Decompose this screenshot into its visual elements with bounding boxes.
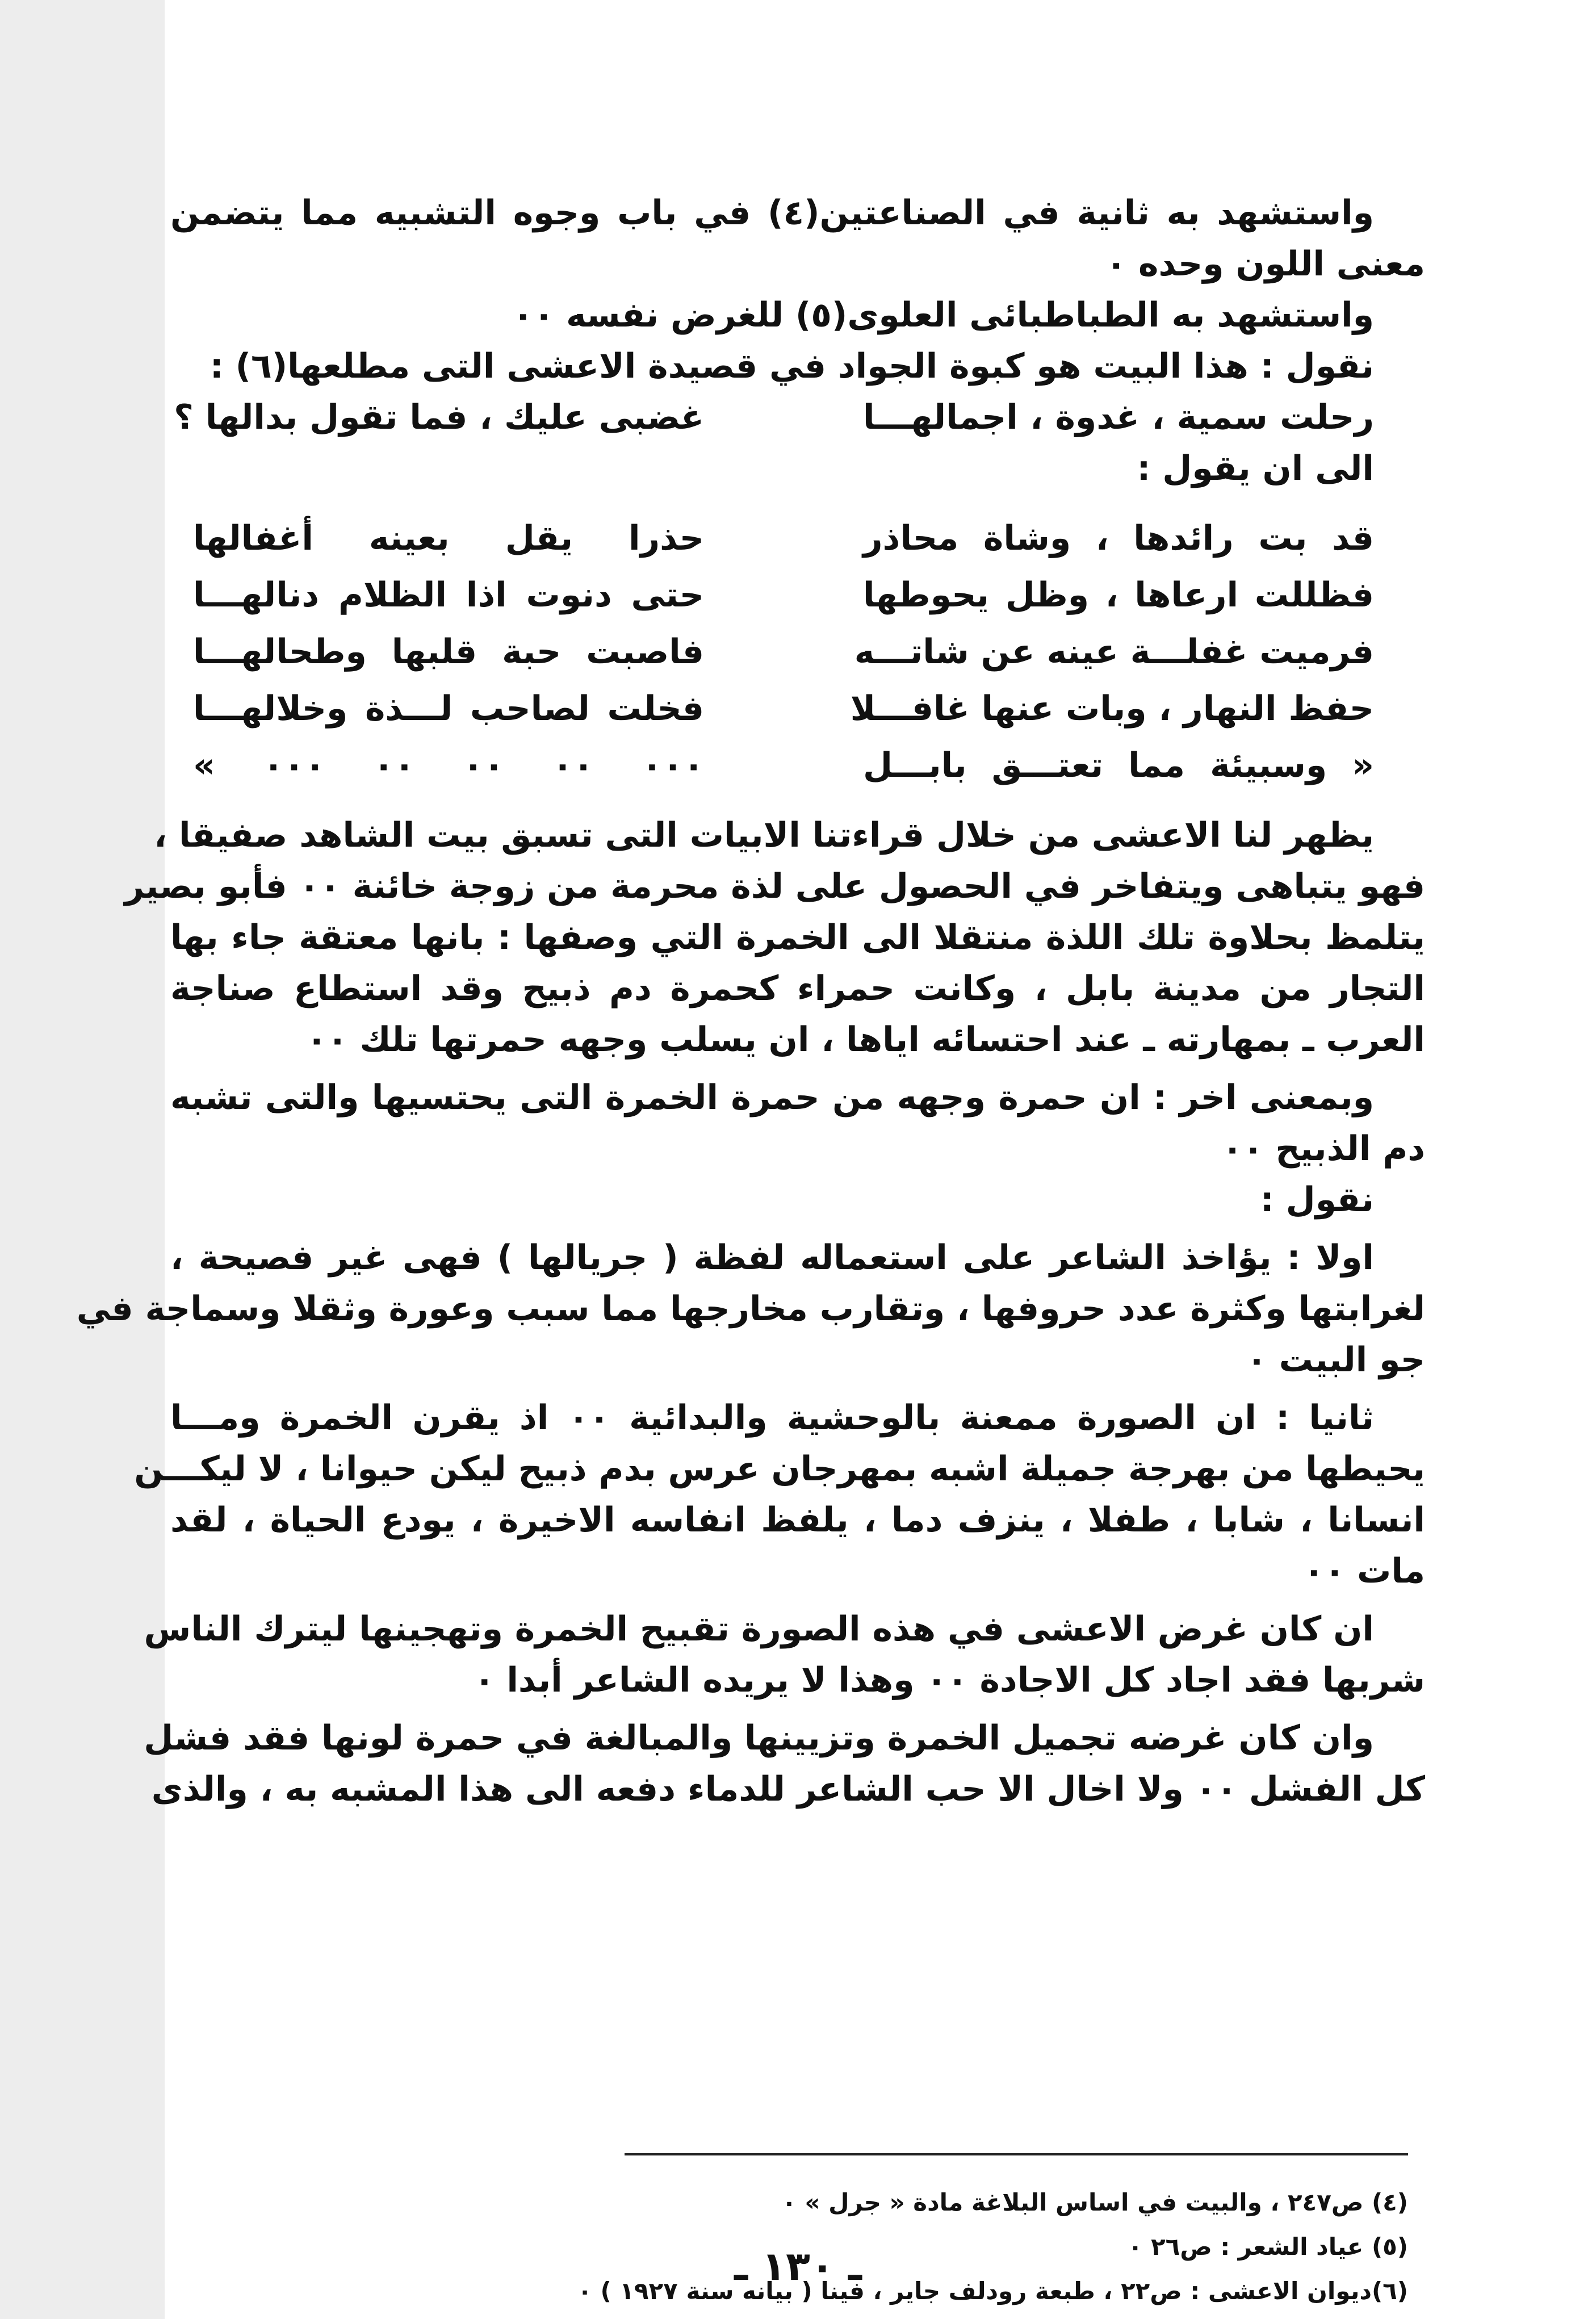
verse [170,567,1425,623]
footnote-divider [625,2153,1408,2155]
text-line: واستشهد به الطباطبائى العلوى(٥) للغرض نفسه ٠٠ [512,295,1374,335]
verse-first-hemistich: فرميت غفلـــة عينه عن شاتـــه [854,632,1374,672]
text-line: نقول : هذا البيت هو كبوة الجواد في قصيدة الاعشى التى مطلعها(٦) : [210,346,1374,386]
text-line: واستشهد به ثانية في الصناعتين(٤) في باب وجوه التشبيه مما يتضمن [170,193,1375,233]
text-line: وبمعنى اخر : ان حمرة وجهه من حمرة الخمرة التى يحتسيها والتى تشبه [170,1078,1374,1117]
text-line: التجار من مدينة بابل ، وكانت حمراء كحمرة دم ذبيح وقد استطاع صناجة [170,969,1425,1008]
text-line: يتلمظ بحلاوة تلك اللذة منتقلا الى الخمرة التي وصفها : بانها معتقة جاء بها [170,918,1425,957]
text-line: لغرابتها وكثرة عدد حروفها ، وتقارب مخارجها مما سبب وعورة وثقلا وسماجة في [76,1289,1425,1329]
text-line: يظهر لنا الاعشى من خلال قراءتنا الابيات التى تسبق بيت الشاهد صفيقا ، [154,815,1374,855]
text-line: مات ٠٠ [1303,1551,1425,1591]
poem-block [170,510,1425,794]
text-line: شربها فقد اجاد كل الاجادة ٠٠ وهذا لا يريده الشاعر أبدا ٠ [474,1660,1425,1700]
verse-second-hemistich: فخلت لصاحب لـــذة وخلالهـــا [193,689,704,729]
verse-first-hemistich: رحلت سمية ، غدوة ، اجمالهـــا [863,397,1374,437]
text-line: الى ان يقول : [1137,449,1374,488]
text-line: كل الفشل ٠٠ ولا اخال الا حب الشاعر للدماء دفعه الى هذا المشبه به ، والذى [151,1769,1425,1809]
text-line: انسانا ، شابا ، طفلا ، ينزف دما ، يلفظ انفاسه الاخيرة ، يودع الحياة ، لقد [170,1500,1425,1540]
text-line: ان كان غرض الاعشى في هذه الصورة تقبيح الخمرة وتهجينها ليترك الناس [144,1609,1374,1649]
text-line: اولا : يؤاخذ الشاعر على استعماله لفظة ( جريالها ) فهى غير فصيحة ، [170,1238,1374,1278]
verse-first-hemistich: حفظ النهار ، وبات عنها غافـــلا [850,689,1374,729]
page-number: ـ ١٣٠ ـ [734,2243,862,2289]
verse-second-hemistich: غضبى عليك ، فما تقول بدالها ؟ [174,397,704,437]
verse-first-hemistich: فظللت ارعاها ، وظل يحوطها [863,575,1374,615]
verse [170,737,1425,794]
text-line: فهو يتباهى ويتفاخر في الحصول على لذة محرمة من زوجة خائنة ٠٠ فأبو بصير [124,867,1425,906]
verse-first-hemistich: « وسبيئة مما تعتـــق بابـــل [863,746,1374,785]
footnote: (٤) ص٢٤٧ ، والبيت في اساس البلاغة مادة « جرل » ٠ [782,2188,1408,2216]
verse-second-hemistich: فاصبت حبة قلبها وطحالهـــا [193,632,704,672]
text-line: معنى اللون وحده ٠ [1105,244,1425,284]
verse [170,510,1425,567]
text-line: العرب ـ بمهارته ـ عند احتسائه اياها ، ان يسلب وجهه حمرتها تلك ٠٠ [306,1020,1425,1060]
page-body [76,187,1425,1815]
opening-verse [170,392,1425,443]
verse-first-hemistich: قد بت رائدها ، وشاة محاذر [863,518,1374,558]
verse-second-hemistich: حتى دنوت اذا الظلام دنالهـــا [193,575,704,615]
text-line: يحيطها من بهرجة جميلة اشبه بمهرجان عرس بدم ذبيح ليكن حيوانا ، لا ليكـــن [134,1449,1425,1489]
text-line: ثانيا : ان الصورة ممعنة بالوحشية والبدائية ٠٠ اذ يقرن الخمرة ومـــا [170,1398,1374,1438]
footnote: (٦)ديوان الاعشى : ص٢٢ ، طبعة رودلف جاير ، فينا ( بيانه سنة ١٩٢٧ ) ٠ [577,2277,1408,2305]
text-line: جو البيت ٠ [1246,1340,1425,1380]
verse-second-hemistich: حذرا يقل بعينه أغفالها [193,518,704,558]
footnote: (٥) عياد الشعر : ص٢٦ ٠ [1128,2233,1408,2261]
verse [170,623,1425,680]
verse-second-hemistich: ٠٠٠ ٠٠ ٠٠ ٠٠ ٠٠٠ » [193,746,705,785]
text-line: وان كان غرضه تجميل الخمرة وتزيينها والمبالغة في حمرة لونها فقد فشل [144,1718,1374,1758]
text-line: دم الذبيح ٠٠ [1222,1129,1425,1169]
text-line: نقول : [1260,1180,1374,1220]
verse [170,680,1425,737]
scan-margin [0,0,165,2319]
